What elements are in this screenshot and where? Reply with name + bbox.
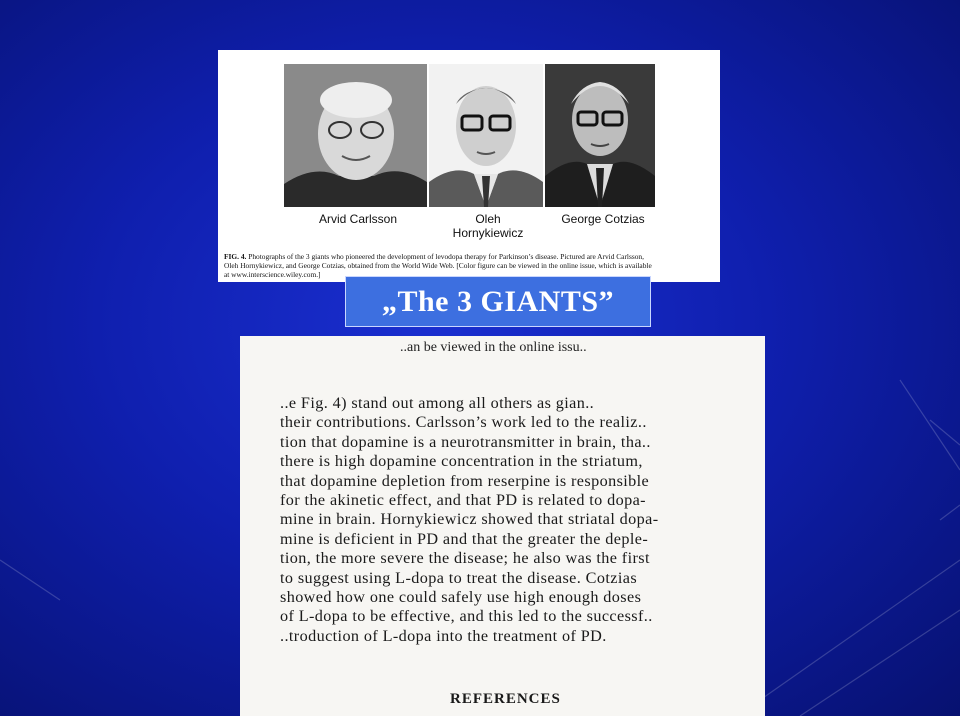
caption-line-3: at www.interscience.wiley.com.]	[224, 270, 321, 280]
scan-line: to suggest using L-dopa to treat the disease. Cotzias	[280, 568, 638, 587]
name-carlsson: Arvid Carlsson	[318, 212, 398, 226]
scan-line: for the akinetic effect, and that PD is related to dopa-	[280, 491, 646, 510]
references-heading: REFERENCES	[450, 691, 561, 707]
scan-line: showed how one could safely use high enough doses	[280, 588, 642, 607]
scan-line: that dopamine depletion from reserpine is responsible	[280, 471, 650, 490]
photo-names	[218, 212, 720, 248]
slide-title: „The 3 GIANTS”	[345, 276, 651, 327]
scan-line: tion, the more severe the disease; he also was the first	[280, 549, 650, 568]
scan-paragraph	[280, 394, 760, 646]
caption-label: FIG. 4.	[224, 252, 247, 261]
name-hornykiewicz-first: Oleh	[475, 212, 501, 226]
scan-line: tion that dopamine is a neurotransmitter in brain, tha..	[280, 432, 651, 451]
scan-line: there is high dopamine concentration in the striatum,	[280, 452, 643, 471]
name-cotzias: George Cotzias	[561, 212, 645, 226]
photo-george-cotzias	[545, 64, 655, 207]
scan-line: of L-dopa to be effective, and this led to the successf..	[280, 607, 653, 626]
text-scan	[240, 336, 765, 716]
scan-top-fragment: ..an be viewed in the online issu..	[400, 340, 587, 355]
scan-line: mine in brain. Hornykiewicz showed that striatal dopa-	[280, 510, 659, 529]
scan-line: ..troduction of L-dopa into the treatment of PD.	[280, 626, 607, 645]
caption-line-1: Photographs of the 3 giants who pioneered the development of levodopa therapy for Parkinson’s disease. Pictured are Arvid Carlsson,	[248, 252, 644, 261]
scan-line: their contributions. Carlsson’s work led to the realiz..	[280, 413, 647, 432]
photo-arvid-carlsson	[284, 64, 427, 207]
scan-line: mine is deficient in PD and that the greater the deple-	[280, 529, 649, 548]
scan-line: ..e Fig. 4) stand out among all others as gian..	[280, 394, 595, 412]
figure-scan	[218, 50, 720, 282]
name-hornykiewicz-last: Hornykiewicz	[452, 226, 524, 240]
photo-strip	[284, 64, 655, 207]
photo-oleh-hornykiewicz	[429, 64, 543, 207]
name-hornykiewicz	[428, 212, 548, 240]
caption-line-2: Oleh Hornykiewicz, and George Cotzias, obtained from the World Wide Web. [Color figure can be viewed in the online issue, which is available	[224, 261, 652, 271]
